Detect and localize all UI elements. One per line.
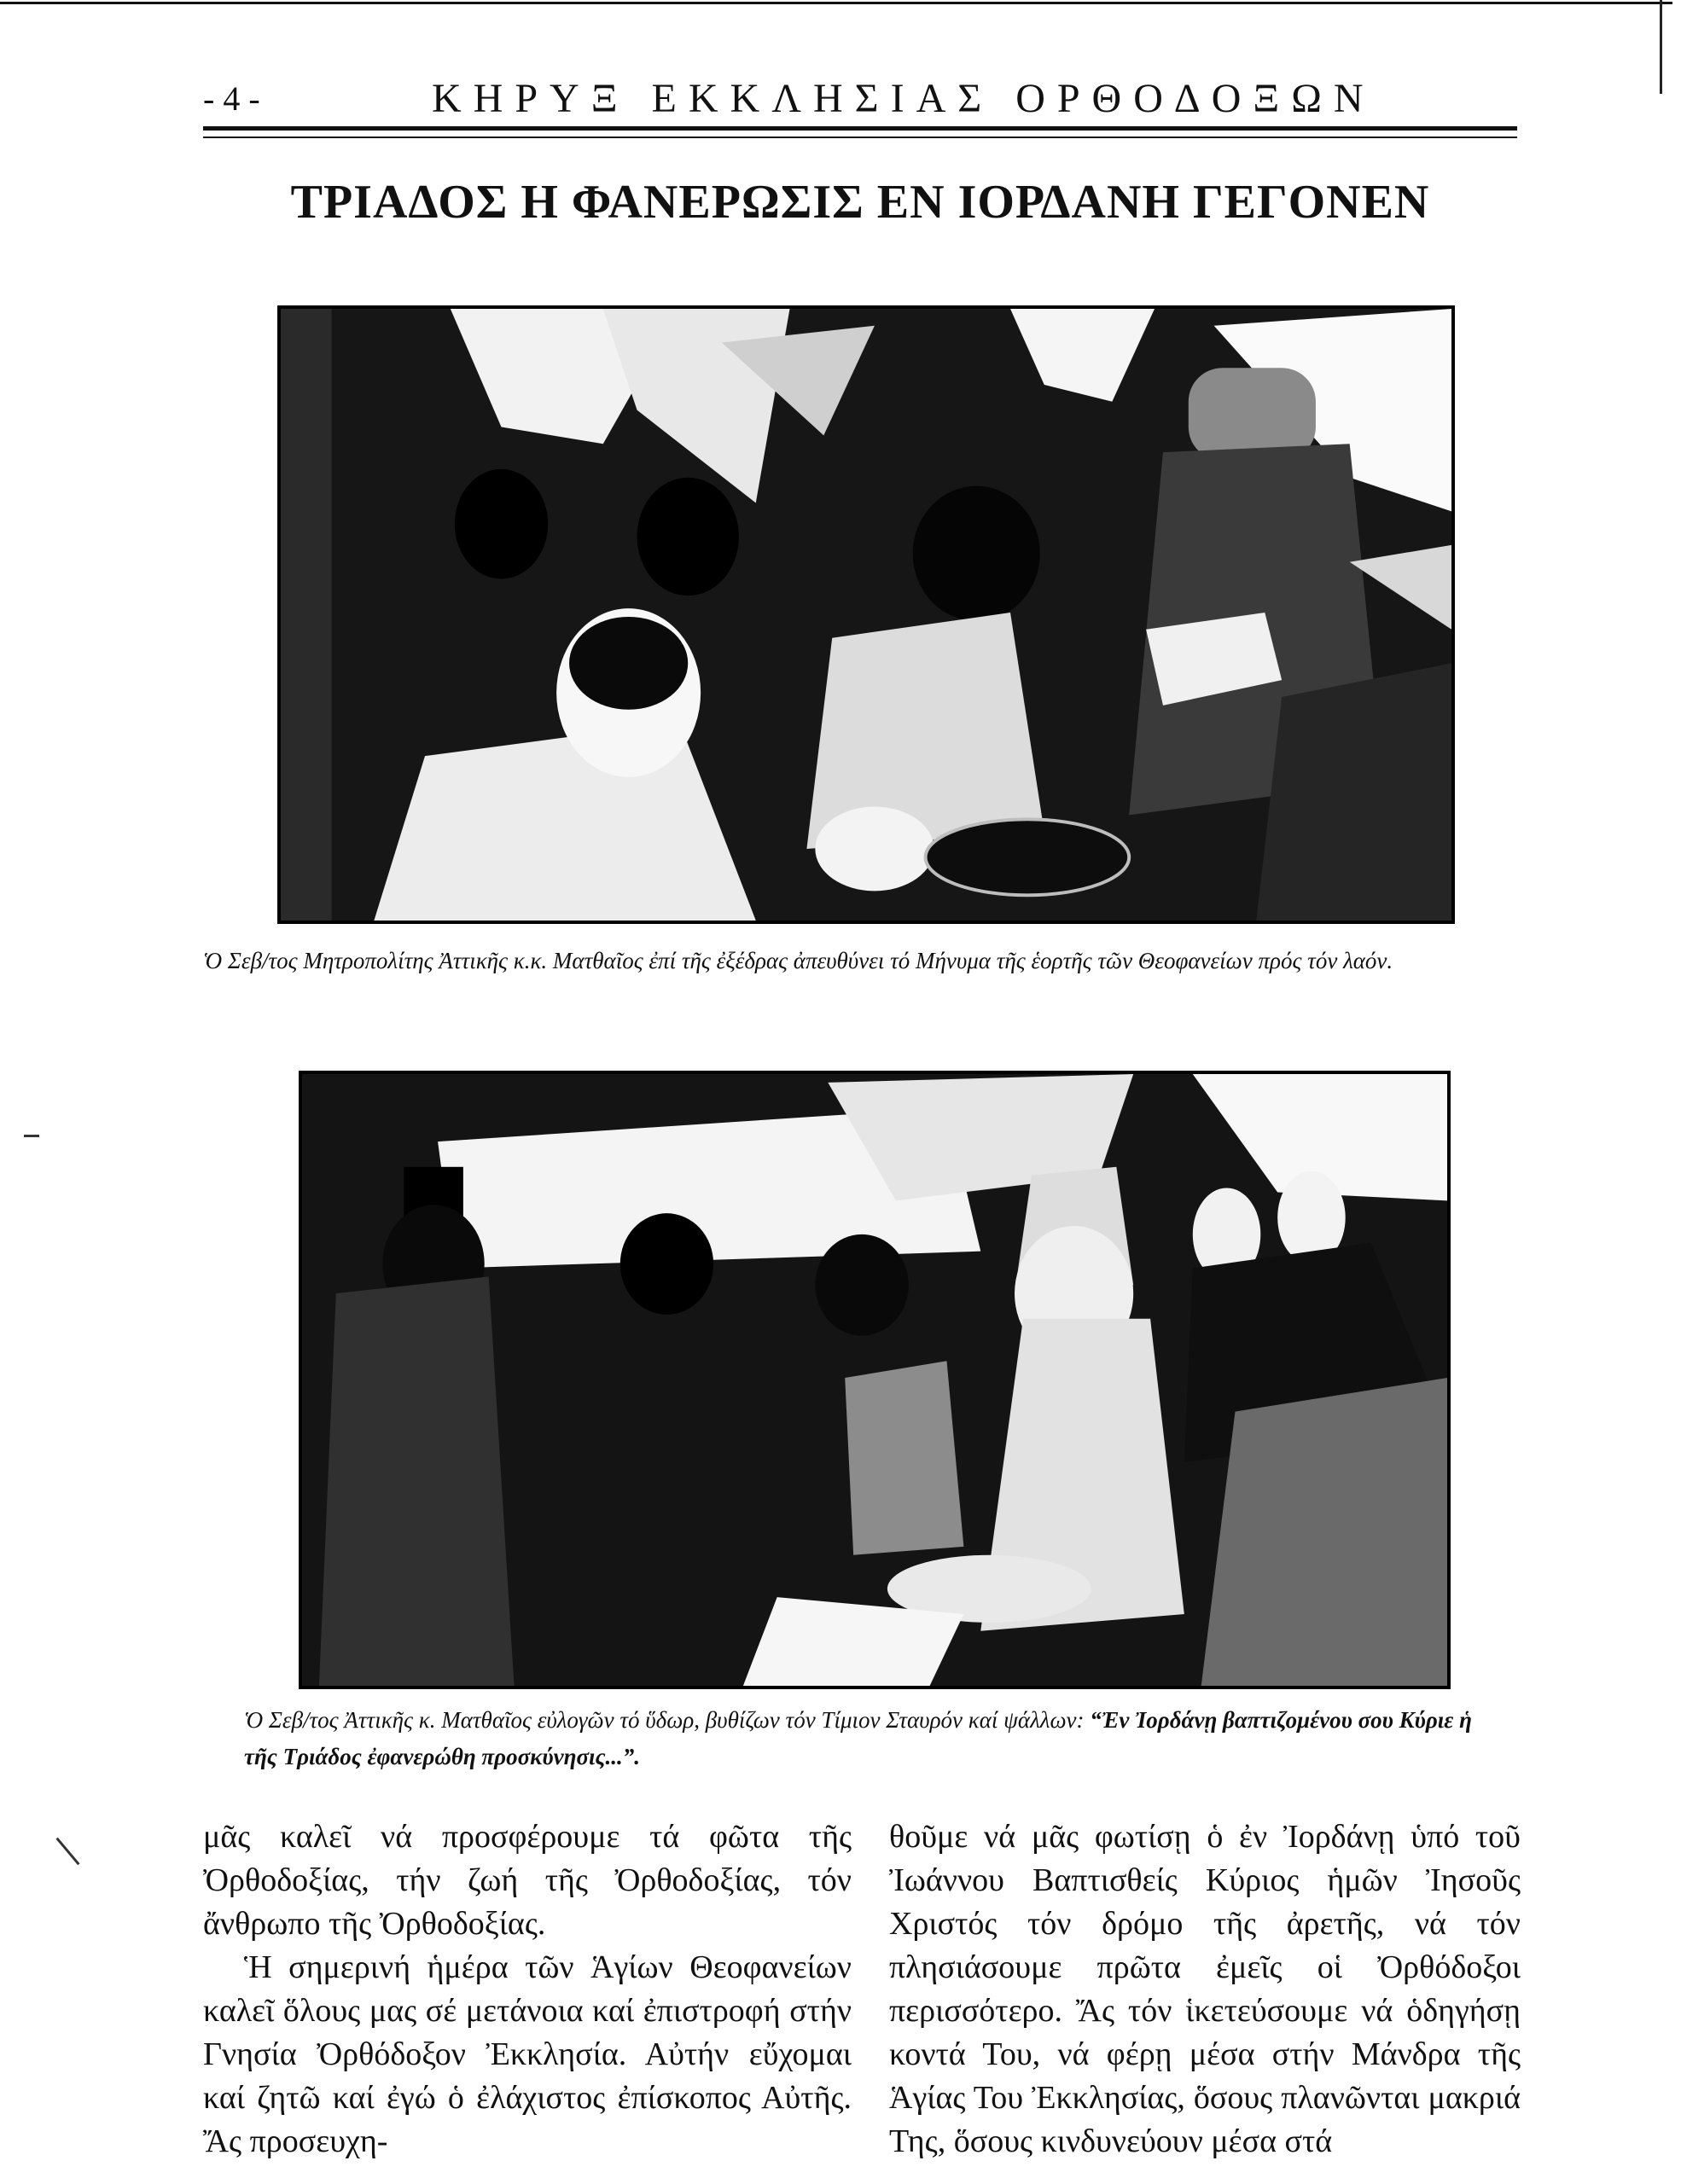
photo-1-image bbox=[281, 309, 1451, 921]
header-rule-thick bbox=[203, 126, 1517, 131]
running-title: ΚΗΡΥΞ ΕΚΚΛΗΣΙΑΣ ΟΡΘΟΔΟΞΩΝ bbox=[432, 76, 1376, 121]
article-title: ΤΡΙΑΔΟΣ Η ΦΑΝΕΡΩΣΙΣ ΕΝ ΙΟΡΔΑΝΗ ΓΕΓΟΝΕΝ bbox=[290, 176, 1430, 229]
page-number: - 4 - bbox=[203, 79, 260, 118]
photo-metropolitan-address bbox=[277, 305, 1455, 924]
body-paragraph: μᾶς καλεῖ νά προσφέρουμε τά φῶτα τῆς Ὀρθοδοξίας, τήν ζωή τῆς Ὀρθοδοξίας, τόν ἄνθρωπο τῆς Ὀρθοδοξίας. bbox=[203, 1819, 852, 1942]
photo-2-caption bbox=[244, 1702, 1498, 1775]
scan-speck bbox=[24, 1135, 39, 1137]
scan-speck bbox=[55, 1838, 79, 1866]
body-right-column bbox=[889, 1815, 1521, 2164]
photo-2-image bbox=[302, 1074, 1447, 1686]
header-rule-thin bbox=[203, 136, 1517, 138]
body-paragraph: θοῦμε νά μᾶς φωτίσῃ ὁ ἐν Ἰορδάνῃ ὑπό τοῦ Ἰωάννου Βαπτισθείς Κύριος ἡμῶν Ἰησοῦς Χριστός τόν δρόμο τῆς ἀρετῆς, νά τόν πλησιάσουμε πρῶτα ἐμεῖς οἱ Ὀρθόδοξοι περισσότερο. Ἄς τόν ἱκετεύσουμε νά ὁδηγήσῃ κοντά Του, νά φέρῃ μέσα στήν Μάνδρα τῆς Ἁγίας Του Ἐκκλησίας, ὅσους πλανῶνται μακριά Της, ὅσους κινδυνεύουν μέσα στά bbox=[889, 1819, 1521, 2159]
page-edge-mark bbox=[1660, 0, 1662, 94]
body-left-column bbox=[203, 1815, 852, 2164]
top-edge-line bbox=[0, 2, 1672, 4]
body-paragraph: Ἡ σημερινή ἡμέρα τῶν Ἁγίων Θεοφανείων καλεῖ ὅλους μας σέ μετάνοια καί ἐπιστροφή στήν Γνησία Ὀρθόδοξον Ἐκκλησία. Αὐτήν εὔχομαι καί ζητῶ καί ἐγώ ὁ ἐλάχιστος ἐπίσκοπος Αὐτῆς. Ἄς προσευχη- bbox=[203, 1949, 852, 2159]
photo-2-caption-text: Ὁ Σεβ/τος Ἀττικῆς κ. Ματθαῖος εὐλογῶν τό ὕδωρ, βυθίζων τόν Τίμιον Σταυρόν καί ψάλλων: bbox=[244, 1707, 1091, 1733]
photo-blessing-of-waters bbox=[299, 1071, 1451, 1689]
page-header bbox=[203, 75, 1517, 126]
photo-1-caption: Ὁ Σεβ/τος Μητροπολίτης Ἀττικῆς κ.κ. Ματθαῖος ἐπί τῆς ἐξέδρας ἀπευθύνει τό Μήνυμα τῆς ἑορτῆς τῶν Θεοφανείων πρός τόν λαόν. bbox=[203, 948, 1393, 973]
photo-2-caption-hymn: “Ἐν Ἰορδάνῃ βαπτιζομένου σου Κύριε ἡ τῆς Τριάδος ἐφανερώθη προσκύνησις...”. bbox=[244, 1707, 1472, 1769]
